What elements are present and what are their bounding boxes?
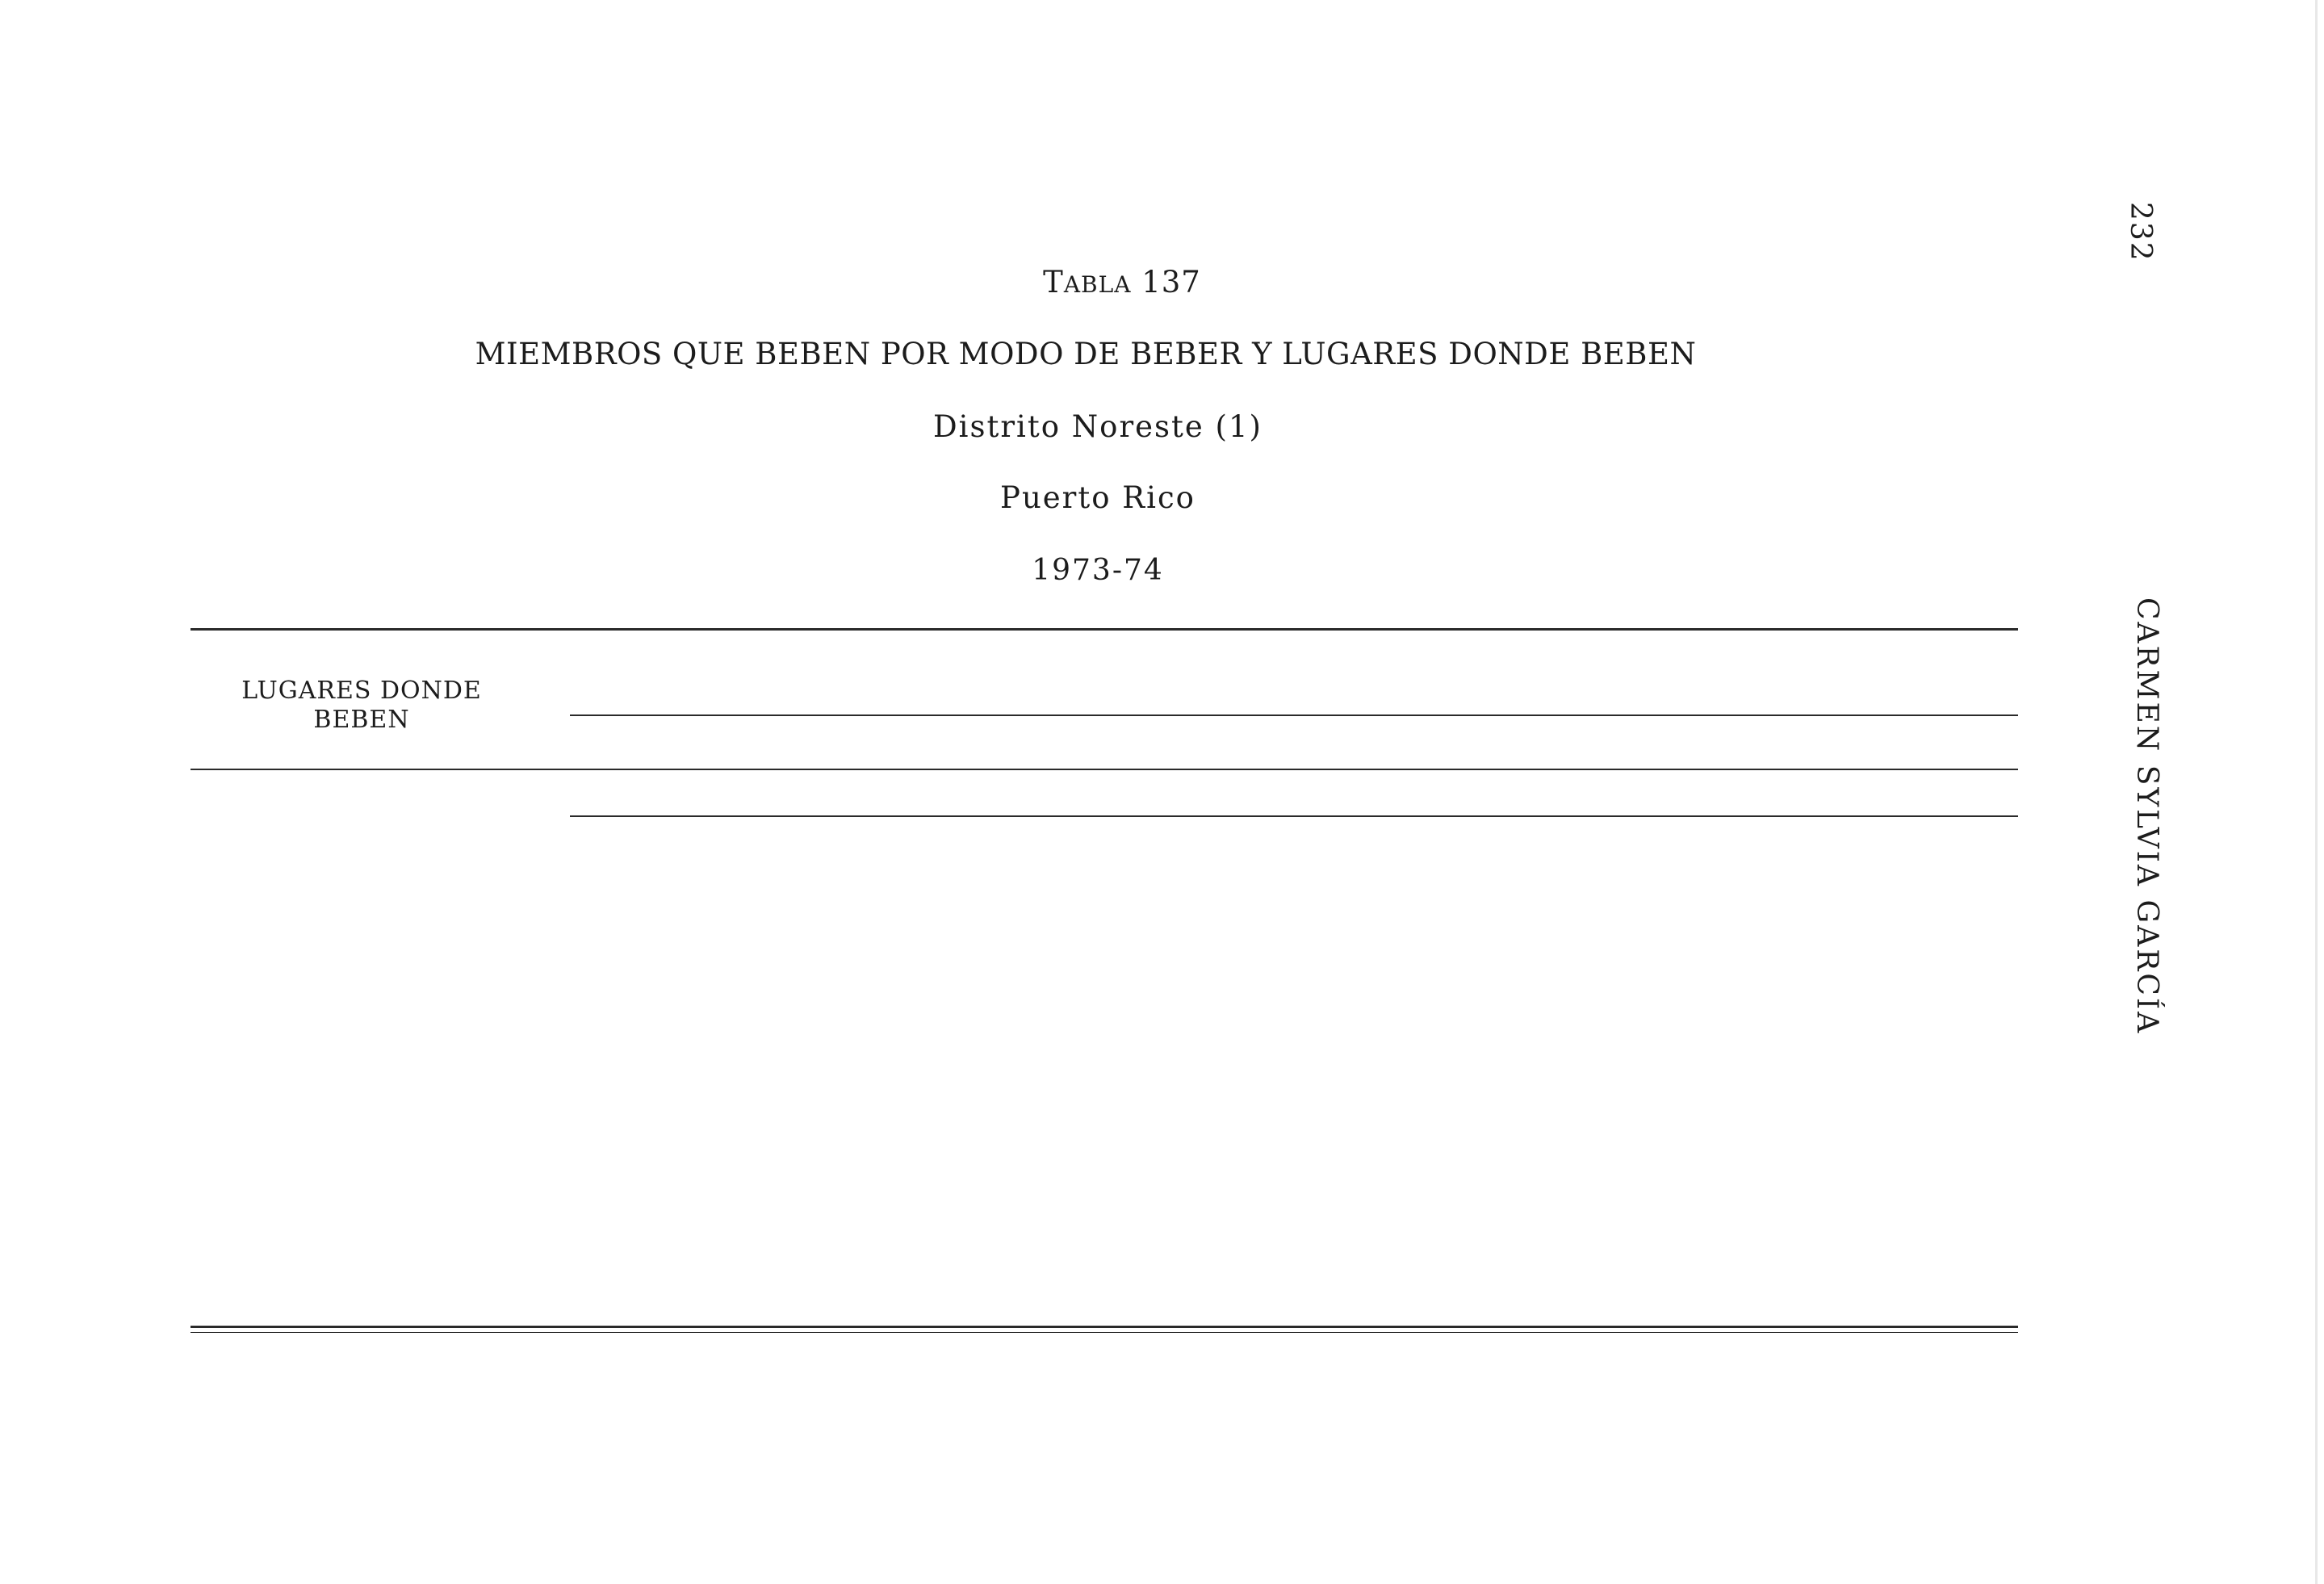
group-rule — [570, 714, 2018, 716]
page-number: 232 — [2124, 202, 2157, 262]
total-bottom-rule — [570, 815, 2018, 817]
years-subtitle: 1973-74 — [1032, 554, 1164, 587]
place-subtitle: Puerto Rico — [1000, 480, 1195, 515]
table-bottom-rule-2 — [191, 1332, 2018, 1333]
table-top-rule — [191, 628, 2018, 631]
table-label — [944, 265, 1300, 300]
table-bottom-rule — [191, 1326, 2018, 1328]
table-label-lead: T — [1043, 265, 1064, 300]
row-header-line-1: LUGARES DONDE — [241, 677, 482, 705]
table-number: 137 — [1141, 265, 1201, 300]
main-title: MIEMBROS QUE BEBEN POR MODO DE BEBER Y LUGARES DONDE BEBEN — [475, 337, 1697, 371]
district-subtitle: Distrito Noreste (1) — [933, 409, 1262, 444]
page-edge — [2315, 0, 2318, 1584]
table-label-rest: ABLA — [1063, 271, 1132, 298]
row-header-line-2: BEBEN — [313, 706, 410, 734]
running-head: CARMEN SYLVIA GARCÍA — [2130, 597, 2163, 1036]
header-bottom-rule — [191, 769, 2018, 770]
